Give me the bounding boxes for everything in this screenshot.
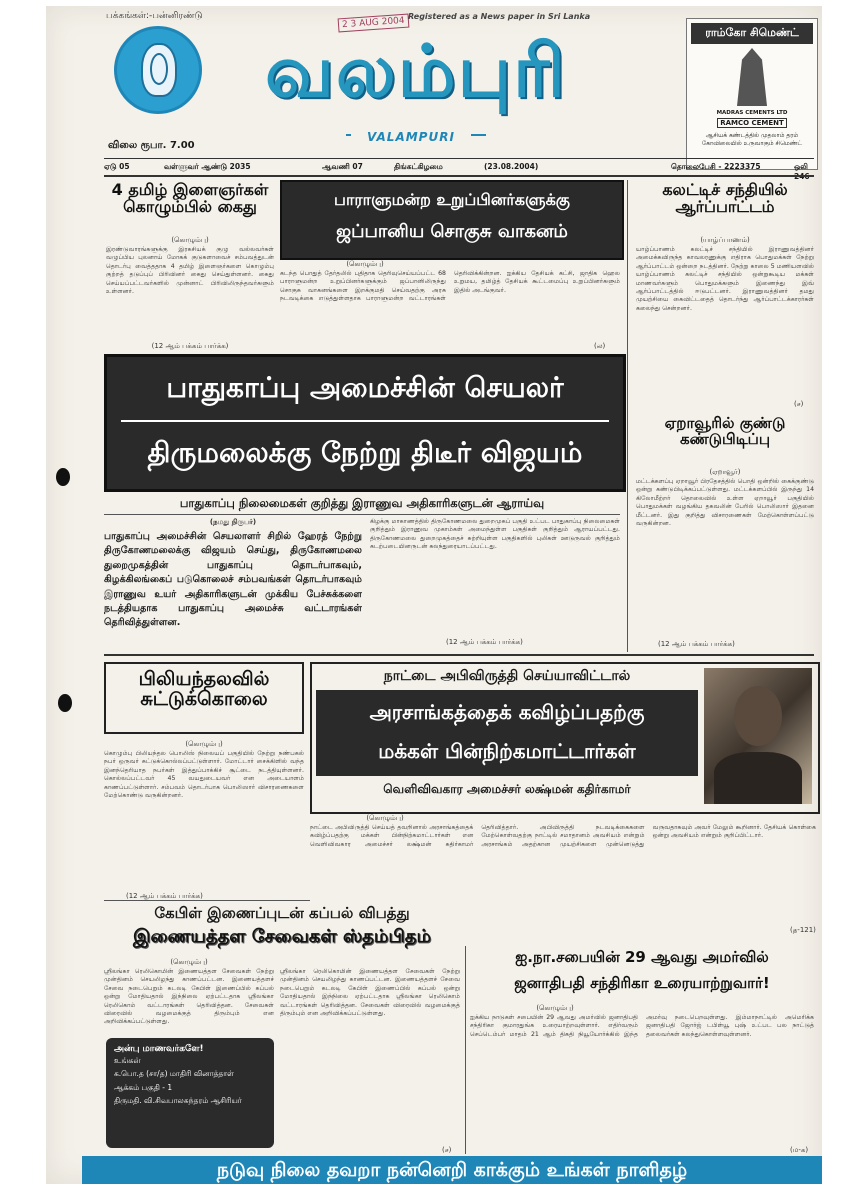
grenade-continued: (12 ஆம் பக்கம் பார்க்க) [658, 640, 735, 648]
minister-headline-line1: அரசாங்கத்தைக் கவிழ்ப்பதற்கு [369, 700, 645, 724]
protest-continued: (ச) [794, 400, 804, 408]
grenade-body: மட்டக்களப்பு ஏறாவூர் பிரதேசத்தில் பொதி ஒன்றில் கைக்குண்டு ஒன்று கண்டுபிடிக்கப்பட்டுள்ளது. மட்டக்களப்பில் இருந்து 14 கிலோமீற்றர் தொலைவில் உள்ள ஏறாவூர் பகுதியில் பொதுமக்கள் வழங்கிய தகவலின் பேரில் பொலிஸார் இதனை மீட்டனர். இது குறித்து விசாரணைகள் மேற்கொள்ளப்பட்டு வருகின்றன. [636, 478, 814, 528]
edition-number: ஒலி [794, 162, 808, 171]
un-headline-line1: ஐ.நா.சபையின் 29 ஆவது அமர்வில் [515, 948, 769, 966]
lead-continued: (12 ஆம் பக்கம் பார்க்க) [446, 638, 523, 646]
un-continued: (ம-க) [790, 1146, 809, 1154]
photo-shoulders-shape [714, 752, 802, 804]
dateline-rule-top [104, 158, 814, 159]
date-stamp: 2 3 AUG 2004 [338, 14, 409, 33]
notice-line4: ஆக்கம் பகுதி - 1 [114, 1083, 173, 1092]
notice-line5: திருமதி. வி.சிவபாலசுந்தரம் ஆசிரியர் [114, 1096, 242, 1105]
notice-line3: க.பொ.த (சா/த) மாதிரி வினாத்தாள் [114, 1069, 234, 1078]
lead-subhead-rule [104, 514, 620, 515]
lead-dateline: (நமது நிருபர்) [209, 518, 257, 526]
dateline-rule-bottom [104, 175, 814, 177]
vehicle-body: கடந்த பொதுத் தேர்தலில் புதிதாக தெரிவுசெய்யப்பட்ட 68 பாராளுமன்ற உறுப்பினர்களுக்கும் ஜப்பானிலிருந்து சொகுசு வாகனங்களை இறக்குமதி செய்வதற்கு அரசு நடவடிக்கை எடுத்துள்ளதாக பாராளுமன்ற வட்டாரங்கள் தெரிவிக்கின்றன. ஐக்கிய தேசியக் கட்சி, ஜாதிக ஹெல உறுமய, தமிழ்த் தேசியக் கூட்டமைப்பு உறுப்பினர்களும் இதில் அடங்குவர். [280, 270, 620, 303]
punch-hole-2 [58, 694, 72, 712]
minister-continued: (த-121) [790, 926, 816, 934]
ramco-product: RAMCO CEMENT [717, 118, 787, 128]
minister-byline: வெளிவிவகார அமைச்சர் லக்ஷ்மன் கதிர்காமர் [383, 782, 631, 796]
vehicle-headline-line1: பாராளுமன்ற உறுப்பினர்களுக்கு [334, 190, 570, 209]
lead-headline-line2: திருமலைக்கு நேற்று திடீர் விஜயம் [147, 436, 583, 469]
tamil-year: வள்ளுவர் ஆண்டு 2035 [164, 162, 251, 171]
shooting-continued: (12 ஆம் பக்கம் பார்க்க) [126, 892, 203, 900]
arrest-body: இரண்டுவாரங்களுக்கு இரகசியக் குழு வல்லவர்கள் வழுப்பிய புலனாய் மோகக் குடுகளாவைச் சம்பவத்துடன் தொடர்பு வைத்ததாக 4 தமிழ் இளைஞர்களை கொழும்பு குற்றத் தடுப்புப் பிரிவினர் கைது செய்துள்ளனர். கைது செய்யப்பட்டவர்களில் முன்னாட் பிரிவிலிருந்தவர்களும் உள்ளனர். [106, 246, 274, 296]
vehicle-headline-box [280, 180, 624, 260]
un-headline-line2: ஜனாதிபதி சந்திரிகா உரையாற்றுவார்! [514, 974, 770, 992]
newspaper-title: வலம்புரி [264, 28, 567, 113]
ramco-cement-ad [686, 18, 818, 170]
notice-line2: உங்கள் [114, 1056, 141, 1065]
student-notice-box [106, 1038, 274, 1148]
ship-continued: (ச) [442, 1146, 452, 1154]
lead-intro: பாதுகாப்பு அமைச்சின் செயலாளர் சிறில் ஹேரத் நேற்று திருகோணமலைக்கு விஜயம் செய்து, திருகோணமலை துறைமுகத்தின் பாதுகாப்பு தொடர்பாகவும், கிழக்கிலங்கைப் படுகொலைச் சம்பவங்கள் தொடர்பாகவும் இராணுவ உயர் அதிகாரிகளுடன் முக்கிய பேச்சுக்களை நடத்தியதாக பாதுகாப்பு அமைச்சு வட்டாரங்கள் தெரிவித்துள்ளன. [104, 531, 362, 629]
minister-body: நாட்டை அபிவிருத்தி செய்யத் தவறினால் அரசாங்கத்தைக் கவிழ்ப்பதற்கு மக்கள் பின்நிற்கமாட்டார்கள் என வெளிவிவகார அமைச்சர் லக்ஷ்மன் கதிர்காமர் தெரிவித்தார். அபிவிருத்தி நடவடிக்கைகளை மேற்கொள்வதற்கு நாட்டில் சமாதானம் அவசியம் என்றும் அரசாங்கம் அதற்கான முயற்சிகளை முன்னெடுத்து வருவதாகவும் அவர் மேலும் கூறினார். தேசியக் கொள்கை ஒன்று அவசியம் என்றும் குறிப்பிட்டார். [310, 824, 816, 848]
notice-greeting: அன்பு மாணவர்களே! [114, 1044, 204, 1054]
minister-headline-inner [316, 690, 698, 776]
ship-dateline: (கொழும்பு) [170, 958, 208, 966]
minister-dateline: (கொழும்பு) [366, 814, 404, 822]
protest-body: யாழ்ப்பாணம் கலட்டிச் சந்தியில் இராணுவத்தினர் அமைக்கவிருந்த காவலரணுக்கு எதிராக பொதுமக்கள் நேற்று ஆர்ப்பாட்டம் ஒன்றை நடத்தினர். நேற்று காலை 5 மணியளவில் யாழ்ப்பாணம் கலட்டிச் சந்தியில் ஒன்றுகூடிய மக்கள் மாணவர்களும் பொதுமக்களும் இணைந்து இவ் ஆர்ப்பாட்டத்தில் ஈடுபட்டனர். இராணுவத்தினர் தமது முயற்சியை கைவிட்டதைத் தொடர்ந்து ஆர்ப்பாட்டக்காரர்கள் கலைந்து சென்றனர். [636, 246, 814, 312]
vehicle-continued: (ல) [594, 342, 606, 350]
lead-headline-line1: பாதுகாப்பு அமைச்சின் செயலர் [166, 371, 564, 404]
tamil-date: ஆவணி 07 [322, 162, 363, 171]
grenade-dateline: (ஏறாவூர்) [709, 468, 741, 476]
grenade-headline: ஏறாவூரில் குண்டு கண்டுபிடிப்பு [664, 414, 786, 448]
column-rule-lower [465, 946, 466, 1154]
conch-emblem-icon [114, 26, 202, 114]
shooting-body: கொழும்பு பிலியந்தல பொலிஸ் நிலையப் பகுதியில் நேற்று நண்பகல் நபர் ஒருவர் சுட்டுக்கொல்லப்பட்டுள்ளார். மோட்டார் சைக்கிளில் வந்த இனந்தெரியாத நபர்கள் இத்துப்பாக்கிச் சூட்டை நடத்தியுள்ளனர். கொல்லப்பட்டவர் 45 வயதுடையவர் என அடையாளம் காணப்பட்டுள்ளார். சம்பவம் தொடர்பாக பொலிஸார் விசாரணைகளை மேற்கொண்டு வருகின்றனர். [104, 750, 304, 800]
protest-headline: கலட்டிச் சந்தியில் ஆர்ப்பாட்டம் [662, 180, 788, 216]
registration-note: Registered as a News paper in Sri Lanka [408, 12, 591, 21]
rule-left-lower [104, 900, 310, 901]
ship-body-col2: ஸ்ரீலங்கா ரெலிகொமின் இணையத்தள சேவைகள் நேற்று முன்தினம் செயலிழந்து காணப்பட்டன. இணையத்தளச் சேவை நடைபெறும் கடலடி கேபிள் இணைப்பில் கப்பல் ஒன்று மோதியதால் இந்நிலை ஏற்பட்டதாக ஸ்ரீலங்கா ரெலிகொம் வட்டாரங்கள் தெரிவித்தன. சேவைகள் விரைவில் வழமைக்குத் திரும்பும் என அறிவிக்கப்பட்டுள்ளது. [280, 968, 460, 1018]
ship-headline-line1: கேபிள் இணைப்புடன் கப்பல் விபத்து [154, 904, 410, 922]
lead-headline-box [104, 354, 626, 492]
minister-photo [704, 668, 812, 804]
vehicle-headline-line2: ஜப்பானிய சொகுசு வாகனம் [336, 221, 568, 242]
section-rule-mid [104, 654, 814, 656]
gregorian-date: (23.08.2004) [484, 162, 539, 171]
ramco-brand: ராம்கோ சிமெண்ட் [691, 23, 813, 44]
ramco-company: MADRAS CEMENTS LTD [716, 110, 788, 116]
photo-face-shape [734, 686, 782, 746]
minister-headline-line2: மக்கள் பின்நிற்கமாட்டார்கள் [378, 739, 636, 763]
ship-body: ஸ்ரீலங்கா ரெலிகொமின் இணையத்தள சேவைகள் நேற்று முன்தினம் செயலிழந்து காணப்பட்டன. இணையத்தளச் சேவை நடைபெறும் கடலடி கேபிள் இணைப்பில் கப்பல் ஒன்று மோதியதால் இந்நிலை ஏற்பட்டதாக ஸ்ரீலங்கா ரெலிகொம் வட்டாரங்கள் தெரிவித்தன. சேவைகள் விரைவில் வழமைக்குத் திரும்பும் என அறிவிக்கப்பட்டுள்ளது. [104, 968, 274, 1026]
un-body: ஐக்கிய நாடுகள் சபையின் 29 ஆவது அமர்வில் ஜனாதிபதி சந்திரிகா குமாரதுங்க உரையாற்றவுள்ளார். எதிர்வரும் செப்டெம்பர் மாதம் 21 ஆம் திகதி நியூயோர்க்கில் இந்த அமர்வு நடைபெறவுள்ளது. இம்மாநாட்டில் அமெரிக்க ஜனாதிபதி ஜோர்ஜ் டபிள்யூ புஷ் உட்பட பல நாட்டுத் தலைவர்கள் கலந்துகொள்ளவுள்ளனர். [470, 1014, 814, 1038]
phone-number: தொலைபேசி - 2223375 [671, 162, 761, 171]
minister-kicker: நாட்டை அபிவிருத்தி செய்யாவிட்டால் [383, 668, 631, 684]
temple-tower-icon [727, 48, 777, 106]
dateline-strip [104, 160, 814, 174]
protest-dateline: (யாழ்ப்பாணம்) [700, 236, 750, 244]
arrest-continued: (12 ஆம் பக்கம் பார்க்க) [151, 342, 229, 350]
vehicle-dateline: (கொழும்பு) [346, 260, 384, 268]
lead-subhead: பாதுகாப்பு நிலைமைகள் குறித்து இராணுவ அதிகாரிகளுடன் ஆராய்வு [179, 496, 545, 510]
column-rule-right [627, 180, 628, 652]
issue-number: ஏடு 05 [104, 162, 130, 171]
arrest-dateline: (கொழும்பு) [171, 236, 209, 244]
un-dateline: (கொழும்பு) [536, 1004, 574, 1012]
price-label: விலை ரூபா. 7.00 [108, 140, 195, 151]
newspaper-subtitle: VALAMPURI [351, 130, 471, 144]
minister-headline-box [310, 662, 820, 814]
punch-hole [56, 468, 70, 486]
shooting-headline: பிலியந்தலவில் சுட்டுக்கொலை [104, 662, 304, 734]
ship-headline-line2: இணையத்தள சேவைகள் ஸ்தம்பிதம் [132, 926, 432, 947]
shooting-dateline: (கொழும்பு) [185, 740, 223, 748]
weekday: திங்கட்கிழமை [394, 162, 443, 171]
lead-body: கிழக்கு மாகாணத்தில் திருகோணமலை துறைமுகப் பகுதி உட்பட பாதுகாப்பு நிலைமைகள் குறித்தும் இராணுவ முகாம்கள் அமைந்துள்ள பகுதிகள் குறித்தும் ஆராயப்பட்டது. திருகோணமலை துறைமுகத்தைச் சுற்றியுள்ள பகுதிகளில் புலிகள் ஊடுருவல் குறித்தும் கடற்படையினருடன் கலந்துரையாடப்பட்டது. [370, 518, 620, 551]
newspaper-page [46, 6, 822, 1184]
footer-slogan-band: நடுவு நிலை தவறா நன்னெறி காக்கும் உங்கள் நாளிதழ் [82, 1156, 822, 1184]
page-count: பக்கங்கள்:-பன்னிரண்டு [106, 11, 203, 21]
arrest-headline: 4 தமிழ் இளைஞர்கள் கொழும்பில் கைது [111, 180, 269, 216]
ramco-caption: ஆசியக் கண்டத்தில் முதலாம் தரம் கோவிலையில் உருவாகும் சிமெண்ட் [701, 132, 803, 147]
